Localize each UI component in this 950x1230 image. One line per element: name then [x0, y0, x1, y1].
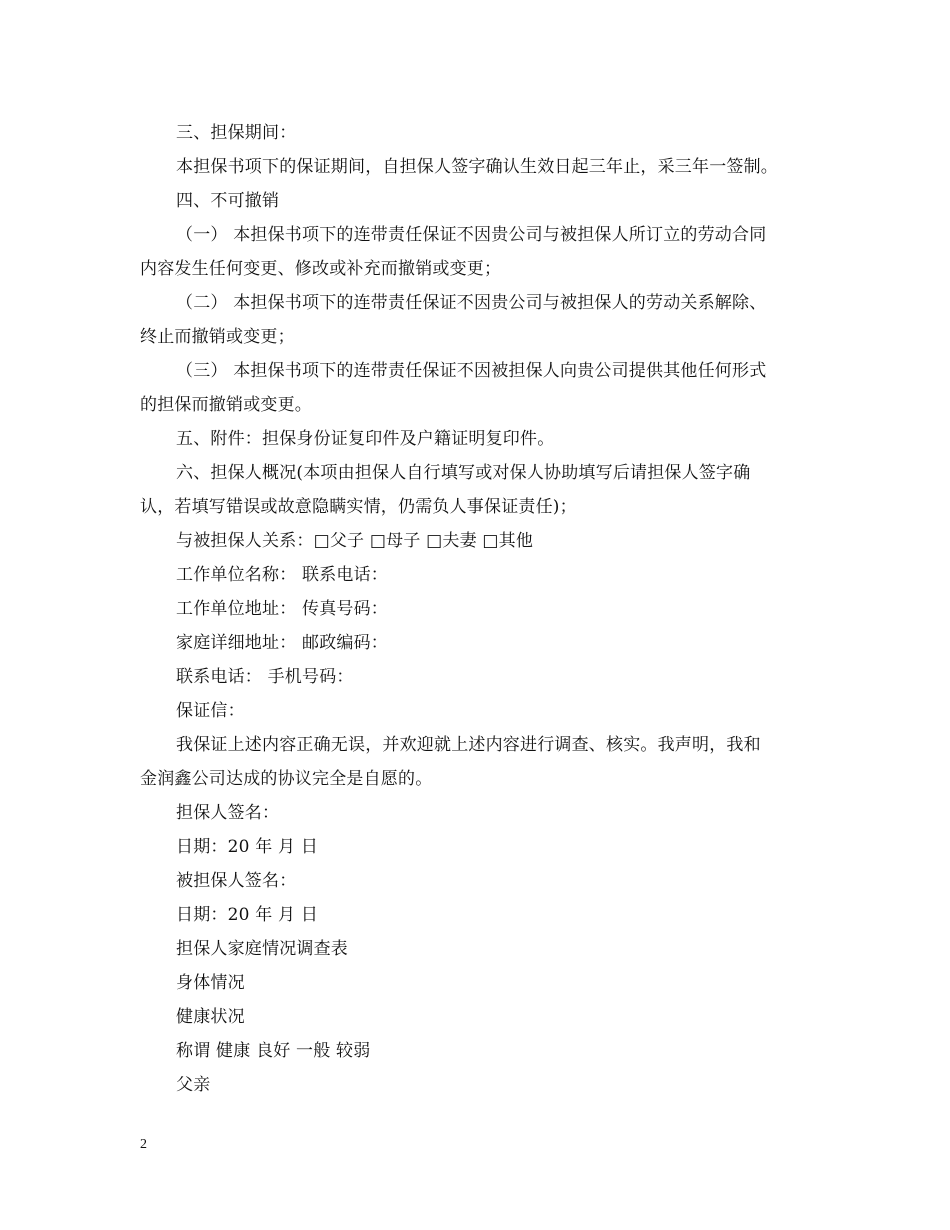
clause-2-line-1: （二） 本担保书项下的连带责任保证不因贵公司与被担保人的劳动关系解除、 [176, 293, 767, 313]
section-3-text: 本担保书项下的保证期间，自担保人签字确认生效日起三年止，采三年一签制。 [176, 157, 778, 177]
section-6-line-2: 认，若填写错误或故意隐瞒实情，仍需负人事保证责任)； [140, 497, 577, 517]
page-number: 2 [140, 1137, 147, 1152]
section-3-heading: 三、担保期间： [176, 123, 297, 143]
guarantee-letter-line-2: 金润鑫公司达成的协议完全是自愿的。 [140, 769, 433, 789]
work-unit-name-field: 工作单位名称： 联系电话： [176, 565, 389, 585]
contact-phone-field: 联系电话： 手机号码： [176, 667, 354, 687]
health-table-row-father: 父亲 [176, 1075, 211, 1095]
guaranteed-date-field: 日期：20 年 月 日 [176, 905, 319, 925]
section-5-attachments: 五、附件：担保身份证复印件及户籍证明复印件。 [176, 429, 555, 449]
guarantee-letter-line-1: 我保证上述内容正确无误，并欢迎就上述内容进行调查、核实。我声明，我和 [176, 735, 761, 755]
guaranteed-signature-field: 被担保人签名： [176, 871, 297, 891]
health-table-header: 称谓 健康 良好 一般 较弱 [176, 1041, 371, 1061]
guarantee-letter-heading: 保证信： [176, 701, 245, 721]
family-survey-title: 担保人家庭情况调查表 [176, 939, 348, 959]
clause-2-line-2: 终止而撤销或变更； [140, 327, 295, 347]
clause-3-line-1: （三） 本担保书项下的连带责任保证不因被担保人向贵公司提供其他任何形式 [176, 361, 767, 381]
health-status-label: 健康状况 [176, 1007, 245, 1027]
work-unit-address-field: 工作单位地址： 传真号码： [176, 599, 389, 619]
clause-3-line-2: 的担保而撤销或变更。 [140, 395, 312, 415]
clause-1-line-1: （一） 本担保书项下的连带责任保证不因贵公司与被担保人所订立的劳动合同 [176, 225, 767, 245]
guarantor-date-field: 日期：20 年 月 日 [176, 837, 319, 857]
clause-1-line-2: 内容发生任何变更、修改或补充而撤销或变更； [140, 259, 502, 279]
section-4-heading: 四、不可撤销 [176, 191, 280, 211]
section-6-line-1: 六、担保人概况(本项由担保人自行填写或对保人协助填写后请担保人签字确 [176, 463, 751, 483]
document-body [140, 116, 820, 1102]
physical-condition-label: 身体情况 [176, 973, 245, 993]
relationship-checkboxes: 与被担保人关系：□父子 □母子 □夫妻 □其他 [176, 531, 534, 551]
home-address-field: 家庭详细地址： 邮政编码： [176, 633, 389, 653]
guarantor-signature-field: 担保人签名： [176, 803, 280, 823]
